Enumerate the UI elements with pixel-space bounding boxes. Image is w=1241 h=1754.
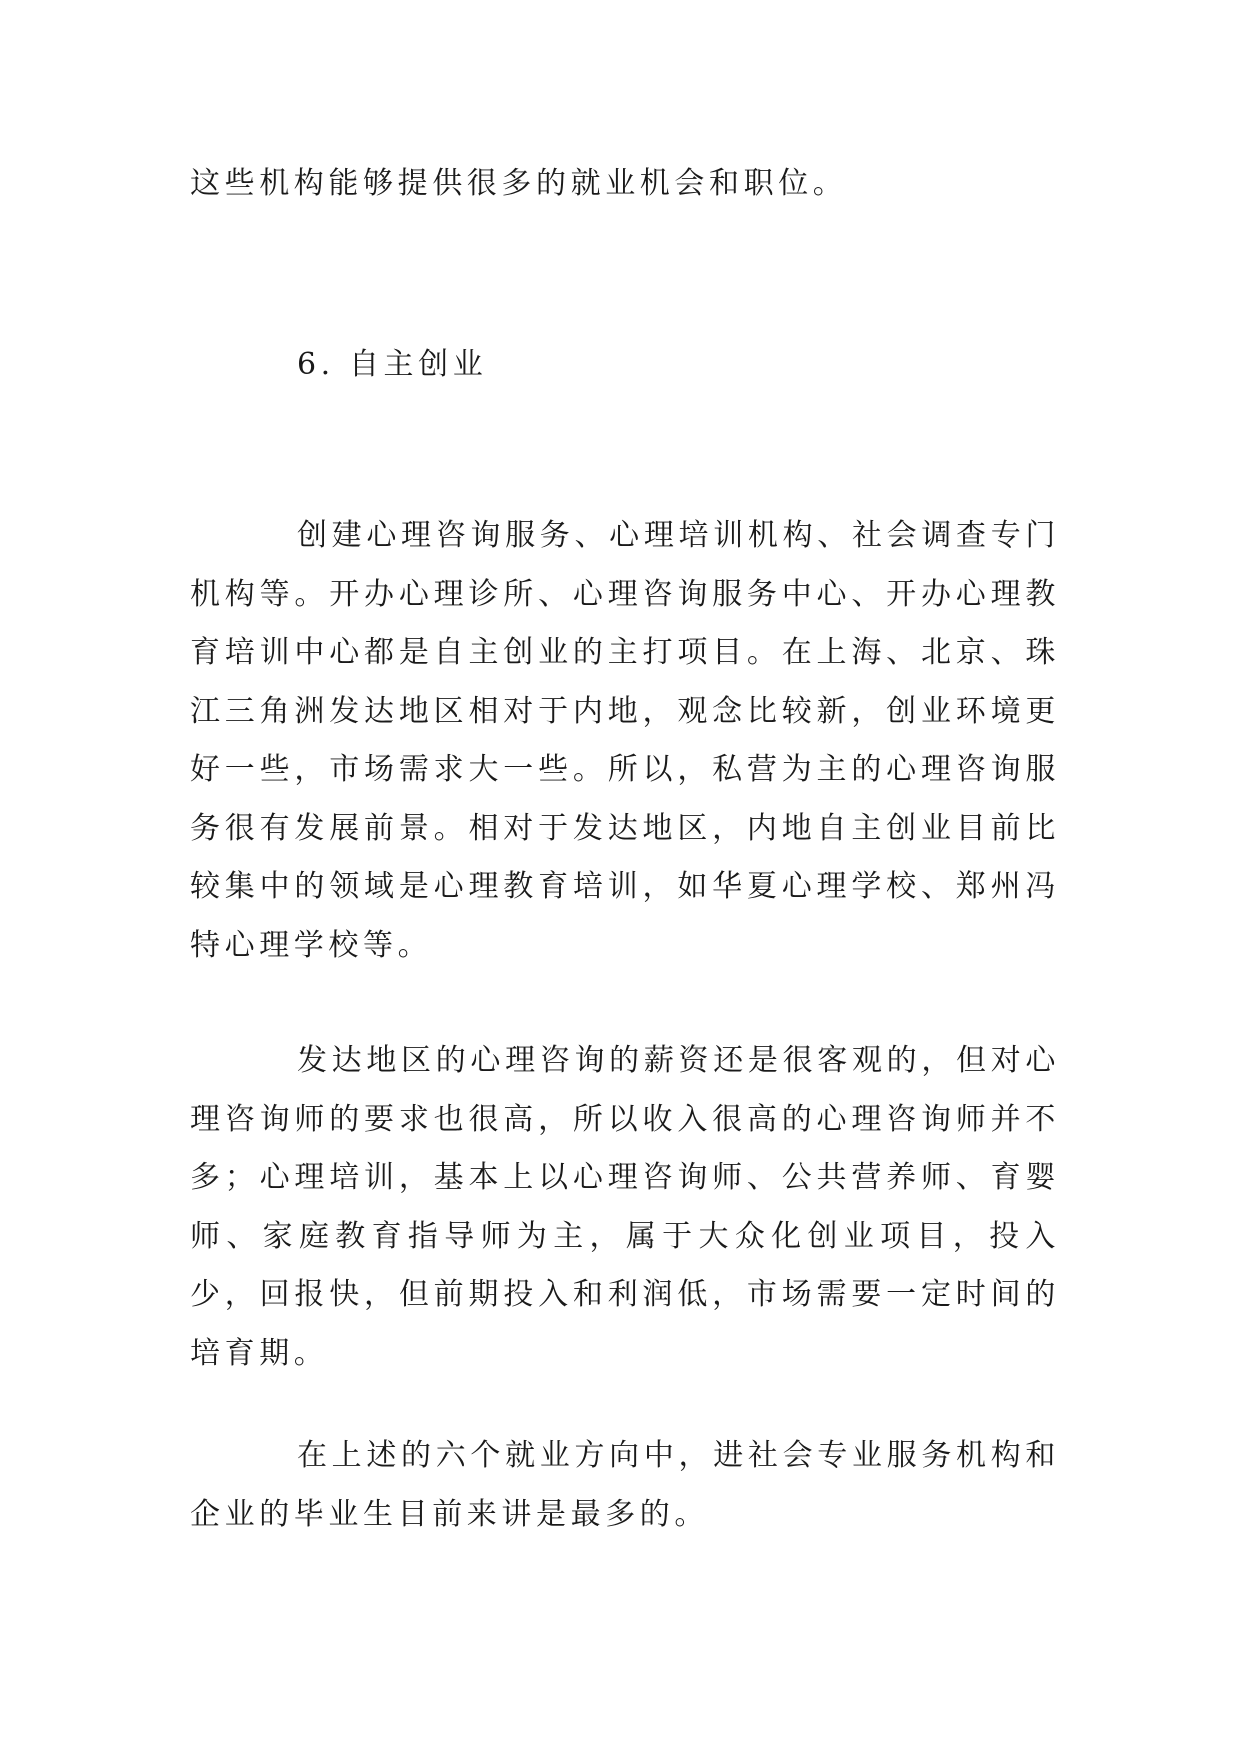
- paragraph: 创建心理咨询服务、心理培训机构、社会调查专门机构等。开办心理诊所、心理咨询服务中心、开办心理教育培训中心都是自主创业的主打项目。在上海、北京、珠江三角洲发达地区相对于内地，观念比较新，创业环境更好一些，市场需求大一些。所以，私营为主的心理咨询服务很有发展前景。相对于发达地区，内地自主创业目前比较集中的领域是心理教育培训，如华夏心理学校、郑州冯特心理学校等。: [190, 518, 1060, 963]
- paragraph-continued: 这些机构能够提供很多的就业机会和职位。: [190, 166, 848, 201]
- section-heading: 6. 自主创业: [297, 347, 488, 382]
- paragraph: 发达地区的心理咨询的薪资还是很客观的，但对心理咨询师的要求也很高，所以收入很高的心理咨询师并不多；心理培训，基本上以心理咨询师、公共营养师、育婴师、家庭教育指导师为主，属于大众化创业项目，投入少，回报快，但前期投入和利润低，市场需要一定时间的培育期。: [190, 1043, 1060, 1371]
- paragraph: 在上述的六个就业方向中，进社会专业服务机构和企业的毕业生目前来讲是最多的。: [190, 1438, 1060, 1532]
